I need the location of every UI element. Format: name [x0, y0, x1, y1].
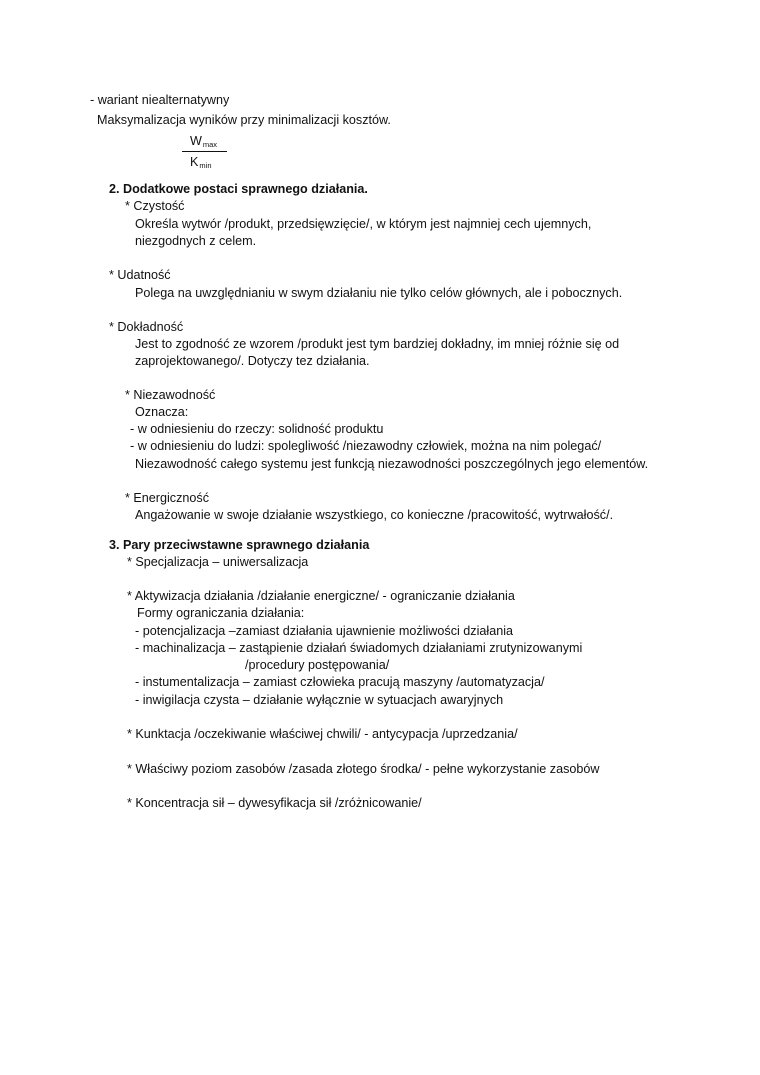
fraction-line [182, 151, 227, 152]
niezawodnosc-line3: - w odniesieniu do ludzi: spolegliwość /niezawodny człowiek, można na nim polegać/ [130, 439, 602, 453]
niezawodnosc-line2: - w odniesieniu do rzeczy: solidność produktu [130, 422, 384, 436]
formula-numerator [190, 133, 217, 153]
udatnosc-line1: Polega na uwzględnianiu w swym działaniu nie tylko celów głównych, ale i pobocznych. [135, 286, 623, 300]
energicznosc-title: * Energiczność [125, 491, 209, 505]
formula-denominator-subscript: min [199, 161, 212, 170]
aktywizacja-item4: - inwigilacja czysta – działanie wyłącznie w sytuacjach awaryjnych [135, 693, 504, 707]
section3-heading: 3. Pary przeciwstawne sprawnego działania [109, 538, 370, 552]
dokladnosc-line1: Jest to zgodność ze wzorem /produkt jest tym bardziej dokładny, im mniej różnie się od [135, 337, 620, 351]
aktywizacja-item2-continuation: /procedury postępowania/ [245, 658, 390, 672]
formula-numerator-letter: W [190, 134, 202, 148]
kunktacja-line: * Kunktacja /oczekiwanie właściwej chwili/ - antycypacja /uprzedzania/ [127, 727, 518, 741]
czystosc-line1: Określa wytwór /produkt, przedsięwzięcie/, w którym jest najmniej cech ujemnych, [135, 217, 592, 231]
maximization-line: Maksymalizacja wyników przy minimalizacji kosztów. [97, 113, 391, 127]
udatnosc-title: * Udatność [109, 268, 171, 282]
formula-denominator [190, 154, 212, 174]
czystosc-title: * Czystość [125, 199, 185, 213]
aktywizacja-forms-title: Formy ograniczania działania: [137, 606, 305, 620]
variant-line: - wariant niealternatywny [90, 93, 230, 107]
niezawodnosc-line4: Niezawodność całego systemu jest funkcją niezawodności poszczególnych jego elementów. [135, 457, 649, 471]
section2-heading: 2. Dodatkowe postaci sprawnego działania. [109, 182, 368, 196]
formula-numerator-subscript: max [202, 140, 218, 149]
dokladnosc-title: * Dokładność [109, 320, 184, 334]
niezawodnosc-title: * Niezawodność [125, 388, 216, 402]
czystosc-line2: niezgodnych z celem. [135, 234, 257, 248]
dokladnosc-line2: zaprojektowanego/. Dotyczy tez działania. [135, 354, 370, 368]
aktywizacja-item2: - machinalizacja – zastąpienie działań świadomych działaniami zrutynizowanymi [135, 641, 583, 655]
specjalizacja-line: * Specjalizacja – uniwersalizacja [127, 555, 309, 569]
aktywizacja-item3: - instumentalizacja – zamiast człowieka pracują maszyny /automatyzacja/ [135, 675, 545, 689]
energicznosc-line1: Angażowanie w swoje działanie wszystkiego, co konieczne /pracowitość, wytrwałość/. [135, 508, 614, 522]
formula-denominator-letter: K [190, 155, 199, 169]
niezawodnosc-line1: Oznacza: [135, 405, 189, 419]
zasoby-line: * Właściwy poziom zasobów /zasada złotego środka/ - pełne wykorzystanie zasobów [127, 762, 600, 776]
aktywizacja-title: * Aktywizacja działania /działanie energiczne/ - ograniczanie działania [127, 589, 515, 603]
aktywizacja-item1: - potencjalizacja –zamiast działania ujawnienie możliwości działania [135, 624, 514, 638]
koncentracja-line: * Koncentracja sił – dywesyfikacja sił /zróżnicowanie/ [127, 796, 422, 810]
